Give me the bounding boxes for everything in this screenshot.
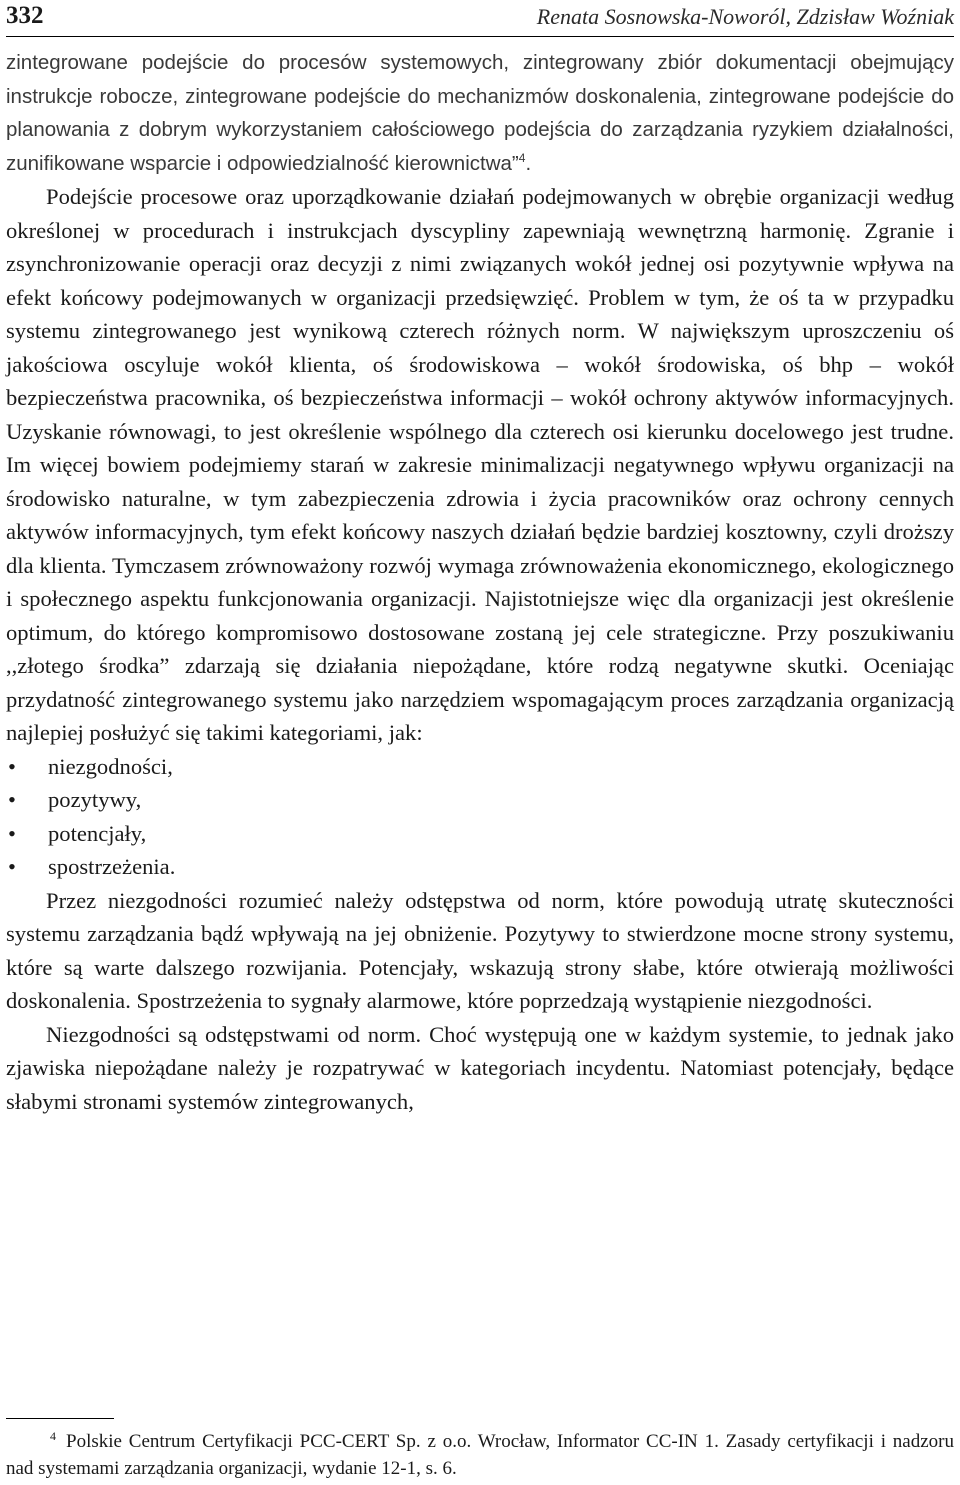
list-item-text: pozytywy, (48, 787, 142, 812)
list-item (6, 817, 954, 851)
footnote-divider (6, 1418, 114, 1419)
list-item-text: potencjały, (48, 820, 147, 846)
paragraph-quote-text: zintegrowane podejście do procesów systemowych, zintegrowany zbiór dokumentacji obejmujący instrukcje robocze, zintegrowane podejście do mechanizmów doskonalenia, zintegrowane podejście do planowania z dobrym wykorzystaniem całościowego podejścia do zarządzania ryzykiem działalności, zunifikowane wsparcie i odpowiedzialność kierownictwa” (6, 51, 954, 175)
paragraph-quote (6, 46, 954, 180)
footnote-text: Polskie Centrum Certyfikacji PCC-CERT Sp. z o.o. Wrocław, Informator CC-IN 1. Zasady certyfikacji i nadzoru nad systemami zarządzania organizacji, wydanie 12-1, s. 6. (6, 1431, 954, 1479)
list-item-text: spostrzeżenia. (48, 854, 176, 879)
body-text (6, 46, 954, 1118)
bullet-icon: • (8, 854, 16, 879)
bullet-icon: • (8, 820, 16, 846)
running-head-authors: Renata Sosnowska-Noworól, Zdzisław Woźniak (536, 4, 954, 29)
list-item (6, 750, 954, 784)
paragraph-quote-end: . (525, 151, 532, 175)
paragraph-2: Podejście procesowe oraz uporządkowanie działań podejmowanych w obrębie organizacji według określonej w procedurach i instrukcjach dyscypliny zapewniają wewnętrzną harmonię. Zgranie i zsynchronizowanie operacji oraz decyzji z nimi związanych wokół jednej osi pozytywnie wpływa na efekt końcowy podejmowanych w organizacji przedsięwzięć. Problem w tym, że oś ta w przypadku systemu zintegrowanego jest wynikową czterech różnych norm. W największym uproszczeniu oś jakościowa oscyluje wokół klienta, oś środowiskowa – wokół środowiska, oś bhp – wokół bezpieczeństwa pracownika, oś bezpieczeństwa informacji – wokół ochrony aktywów informacyjnych. Uzyskanie równowagi, to jest określenie wspólnego dla czterech osi kierunku docelowego jest trudne. Im więcej bowiem podejmiemy starań w zakresie minimalizacji negatywnego wpływu organizacji na środowisko naturalne, w tym zabezpieczenia zdrowia i życia pracowników oraz ochrony cennych aktywów informacyjnych, tym efekt końcowy naszych działań będzie bardziej kosztowny, czyli droższy dla klienta. Tymczasem zrównoważony rozwój wymaga zrównoważenia ekonomicznego, ekologicznego i społecznego aspektu funkcjonowania organizacji. Najistotniejsze więc dla organizacji jest określenie optimum, do którego kompromisowo dostosowane zostaną jej cele strategiczne. Przy poszukiwaniu ,,złotego środka” zdarzają się działania niepożądane, które rodzą negatywne skutki. Oceniając przydatność zintegrowanego systemu jako narzędziem wspomagającym proces zarządzania organizacją najlepiej posłużyć się takimi kategoriami, jak: (6, 184, 954, 745)
footnote-number: 4 (50, 1428, 56, 1443)
list-item (6, 783, 954, 817)
footnote-ref[interactable]: 4 (518, 150, 526, 165)
page-header (6, 0, 954, 37)
paragraph-4: Niezgodności są odstępstwami od norm. Choć występują one w każdym systemie, to jednak jako zjawiska niepożądane należy je rozpatrywać w kategoriach incydentu. Natomiast potencjały, będące słabymi stronami systemów zintegrowanych, (6, 1021, 954, 1114)
paragraph-3: Przez niezgodności rozumieć należy odstępstwa od norm, które powodują utratę skuteczności systemu zarządzania bądź wpływają na jej obniżenie. Pozytywy to stwierdzone mocne strony systemu, które są warte dalszego rozwijania. Potencjały, wskazują strony słabe, które otwierają możliwości doskonalenia. Spostrzeżenia to sygnały alarmowe, które poprzedzają wystąpienie niezgodności. (6, 887, 954, 1013)
list-item (6, 850, 954, 884)
bullet-icon: • (8, 753, 16, 779)
bullet-list (6, 750, 954, 884)
footnote (6, 1428, 954, 1482)
list-item-text: niezgodności, (48, 753, 173, 779)
bullet-icon: • (8, 787, 16, 812)
page-number: 332 (6, 2, 44, 29)
